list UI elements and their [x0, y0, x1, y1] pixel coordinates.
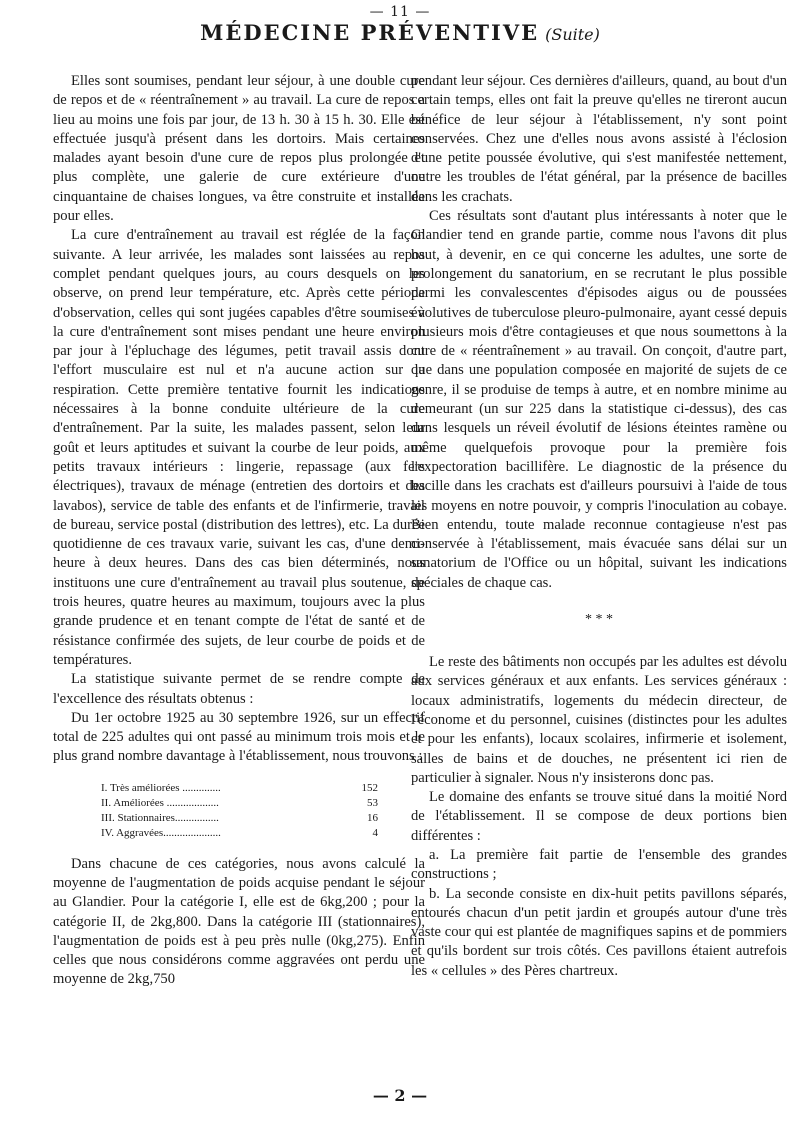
paragraph: Ces résultats sont d'autant plus intéressants à noter que le Glandier tend en grande partie, comme nous l'avons dit plus haut, à devenir, en ce qui concerne les adultes, une sorte de prolongement du sanatorium, en se recrutant le plus possible parmi les convalescentes d'épisodes aigus ou de poussées évolutives de tuberculose pleuro-pulmonaire, ayant cessé depuis plusieurs mois d'être contagieuses et que nous soumettons à la cure de « réentraînement » au travail. On conçoit, d'autre part, que dans une population composée en majorité de sujets de ce genre, il se produise de temps à autre, et en nombre minime au demeurant (un sur 225 dans la statistique ci-dessus), des cas dans lesquels un réveil évolutif de lésions éteintes ramène ou même quelquefois provoque pour la première fois l'expectoration bacillifère. Le diagnostic de la présence du bacille dans les crachats est d'ailleurs poursuivi à l'aide de tous les moyens en notre pouvoir, y compris l'inoculation au cobaye. Bien entendu, toute malade reconnue contagieuse n'est pas conservée à l'établissement, mais évacuée sans délai sur un sanatorium de l'Office ou un hôpital, suivant les indications spéciales de chaque cas.	[411, 208, 787, 591]
paragraph: Elles sont soumises, pendant leur séjour, à une double cure de repos et de « réentraînement » au travail. La cure de repos a lieu au moins une fois par jour, de 13 h. 30 à 15 h. 30. Elle est effectuée jusqu'à présent dans les dortoirs. Mais certaines malades ayant besoin d'une cure de repos plus prolongée et plus complète, une galerie de cure extérieure d'une cinquantaine de chaises longues, va être construite et installée pour elles.	[53, 73, 425, 225]
stat-label: IV. Aggravées.....................	[101, 826, 221, 839]
paragraph: Dans chacune de ces catégories, nous avons calculé la moyenne de l'augmentation de poids acquise pendant le séjour au Glandier. Pour la catégorie I, elle est de 6kg,200 ; pour la catégorie II, de 2kg,800. Dans la catégorie III (stationnaires), l'augmentation de poids est à peu près nulle (0kg,275). Enfin celles que nous considérons comme aggravées ont perdu une moyenne de 2kg,750	[53, 855, 425, 988]
page-number-bottom: — 2 —	[372, 1086, 428, 1105]
left-column	[53, 72, 425, 990]
paragraph: a. La première fait partie de l'ensemble des grandes constructions ;	[411, 846, 787, 883]
paragraph: b. La seconde consiste en dix-huit petits pavillons séparés, entourés chacun d'un petit jardin et groupés autour d'une très vaste cour qui est plantée de magnifiques sapins et de pommiers et qu'ils bordent sur trois côtés. Ces pavillons étaient autrefois les « cellules » des Pères chartreux.	[411, 885, 787, 979]
paragraph: La cure d'entraînement au travail est réglée de la façon suivante. A leur arrivée, les malades sont laissées au repos complet pendant quelques jours, au cours desquels on les observe, on prend leur température, etc. Après cette période d'observation, celles qui sont jugées capables d'être soumises à la cure d'entraînement sont mises pendant une heure environ par jour à l'épluchage des légumes, petit travail assis dont l'effort musculaire est nul et n'a aucune action sur la respiration. Cette première tentative fournit les indications nécessaires à la bonne conduite ultérieure de la cure d'entraînement. Par la suite, les malades passent, selon leur goût et leurs aptitudes et suivant la courbe de leur poids, aux petits travaux intérieurs : lingerie, repassage (aux fers électriques), travaux de ménage (entretien des dortoirs et des lavabos), service de table des enfants et de l'infirmerie, travail de bureau, service postal (distribution des lettres), etc. La durée quotidienne de ces travaux varie, suivant les cas, d'une demi-heure à deux heures. Dans des cas bien déterminés, nous instituons une cure d'entraînement au travail plus soutenue, de trois heures, quatre heures au maximum, toujours avec la plus grande prudence et en tenant compte de l'état de santé et de résistance confirmée des sujets, de leur courbe de poids et de températures.	[53, 227, 425, 668]
stat-row	[53, 826, 425, 841]
paragraph: Le domaine des enfants se trouve situé dans la moitié Nord de l'établissement. Il se compose de deux portions bien différentes :	[411, 789, 787, 844]
stat-value: 16	[367, 811, 378, 824]
paragraph: Du 1er octobre 1925 au 30 septembre 1926, sur un effectif total de 225 adultes qui ont passé au minimum trois mois et le plus grand nombre davantage à l'établissement, nous trouvons :	[53, 709, 425, 765]
page-title: MÉDECINE PRÉVENTIVE	[200, 20, 540, 45]
stat-label: I. Très améliorées ..............	[101, 781, 221, 794]
stat-value: 152	[361, 781, 378, 794]
stat-label: II. Améliorées ...................	[101, 796, 219, 809]
right-column	[411, 72, 787, 981]
paragraph: pendant leur séjour. Ces dernières d'ailleurs, quand, au bout d'un certain temps, elles ont fait la preuve qu'elles ne tireront aucun bénéfice de leur séjour à l'établissement, n'y sont point conservées. Chez une d'elles nous avons assisté à l'éclosion d'une petite poussée évolutive, qui s'est manifestée nettement, outre les troubles de l'état général, par la présence de bacilles dans les crachats.	[411, 73, 787, 205]
stat-value: 4	[372, 826, 378, 839]
stat-value: 53	[367, 796, 378, 809]
stat-row	[53, 811, 425, 826]
page-header	[0, 20, 800, 45]
stat-label: III. Stationnaires................	[101, 811, 219, 824]
stat-row	[53, 781, 425, 796]
paragraph: La statistique suivante permet de se rendre compte de l'excellence des résultats obtenus :	[53, 671, 425, 707]
statistics-table	[53, 781, 425, 841]
paragraph: Le reste des bâtiments non occupés par les adultes est dévolu aux services généraux et aux enfants. Les services généraux : locaux administratifs, logements du médecin directeur, de l'économe et du personnel, cuisines (distinctes pour les adultes et pour les enfants), locaux scolaires, infirmerie et isolement, salles de bains et de douches, ne présentent ici rien de particulier à signaler. Nous n'y insisterons donc pas.	[411, 654, 787, 786]
stat-row	[53, 796, 425, 811]
title-suite: (Suite)	[545, 25, 600, 44]
section-separator: * * *	[585, 612, 613, 628]
page-number-top: — 11 —	[369, 4, 431, 20]
